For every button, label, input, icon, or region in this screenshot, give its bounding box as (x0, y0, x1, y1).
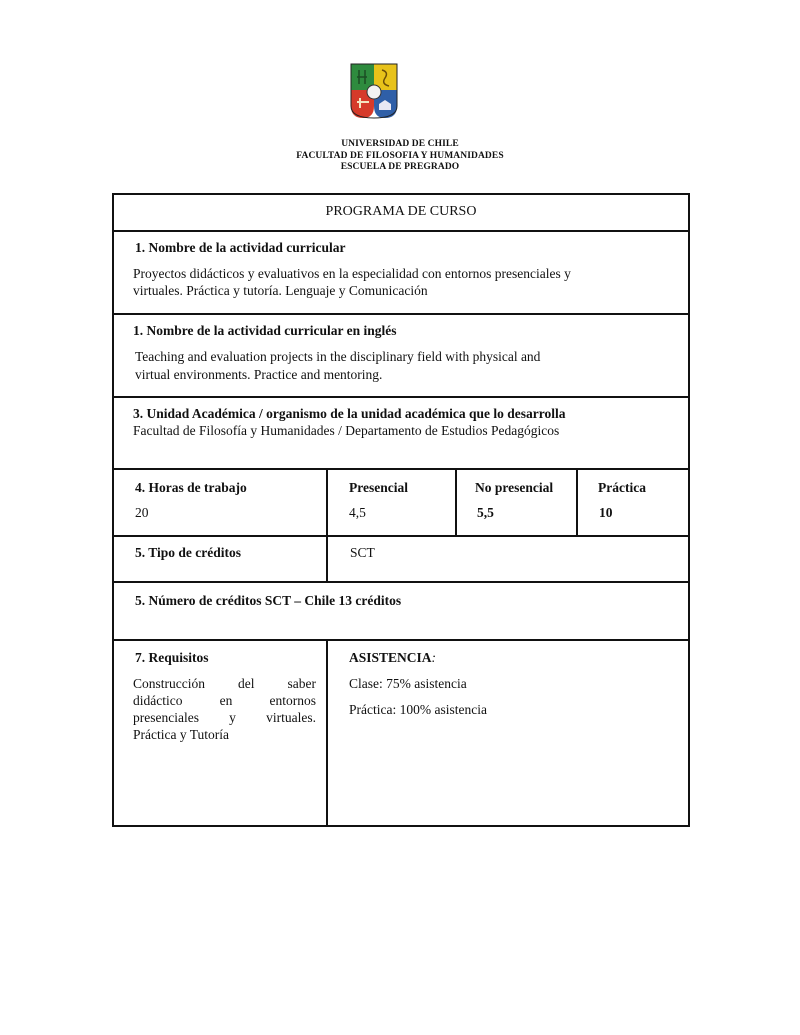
activity-name-line2: virtuales. Práctica y tutoría. Lenguaje y Comunicación (133, 283, 428, 298)
attendance-practice: Práctica: 100% asistencia (349, 702, 487, 717)
activity-name-english-line1: Teaching and evaluation projects in the disciplinary field with physical and (135, 349, 541, 364)
divider (455, 468, 457, 535)
institution-header (0, 139, 800, 174)
academic-unit-value: Facultad de Filosofía y Humanidades / Departamento de Estudios Pedagógicos (133, 423, 560, 438)
requirements-line: didáctico en entornos (133, 693, 316, 708)
hours-total: 20 (135, 505, 149, 520)
program-title: PROGRAMA DE CURSO (325, 204, 477, 219)
presencial-value: 4,5 (349, 505, 366, 520)
requirements-line: Construcción del saber (133, 676, 316, 691)
practica-label: Práctica (598, 480, 646, 495)
credits-type-label: 5. Tipo de créditos (135, 545, 242, 560)
attendance-colon: : (431, 650, 437, 665)
attendance-label: ASISTENCIA (349, 650, 432, 665)
activity-name-english-heading: 1. Nombre de la actividad curricular en inglés (133, 323, 397, 338)
presencial-label: Presencial (349, 480, 408, 495)
activity-name-english-line2: virtual environments. Practice and mentoring. (135, 367, 383, 382)
university-name: UNIVERSIDAD DE CHILE (341, 139, 459, 149)
divider (326, 639, 328, 827)
activity-name-heading: 1. Nombre de la actividad curricular (135, 240, 346, 255)
academic-unit-heading: 3. Unidad Académica / organismo de la unidad académica que lo desarrolla (133, 406, 566, 421)
requirements-line: Práctica y Tutoría (133, 727, 229, 742)
divider (326, 535, 328, 581)
divider (576, 468, 578, 535)
divider (326, 468, 328, 535)
activity-name-line1: Proyectos didácticos y evaluativos en la especialidad con entornos presenciales y (133, 266, 571, 281)
faculty-name: FACULTAD DE FILOSOFIA Y HUMANIDADES (296, 150, 504, 161)
requirements-label: 7. Requisitos (135, 650, 209, 665)
no-presencial-label: No presencial (475, 480, 554, 495)
attendance-heading (349, 649, 436, 666)
school-name: ESCUELA DE PREGRADO (340, 162, 460, 172)
hours-label: 4. Horas de trabajo (135, 480, 247, 495)
no-presencial-value: 5,5 (477, 505, 494, 520)
credits-number: 5. Número de créditos SCT – Chile 13 créditos (135, 593, 402, 608)
requirements-line: presenciales y virtuales. (133, 710, 316, 725)
practica-value: 10 (599, 505, 613, 520)
row-credits-number (112, 581, 690, 641)
credits-type-value: SCT (350, 545, 375, 560)
attendance-class: Clase: 75% asistencia (349, 676, 467, 691)
university-coat-of-arms-icon (349, 62, 399, 120)
